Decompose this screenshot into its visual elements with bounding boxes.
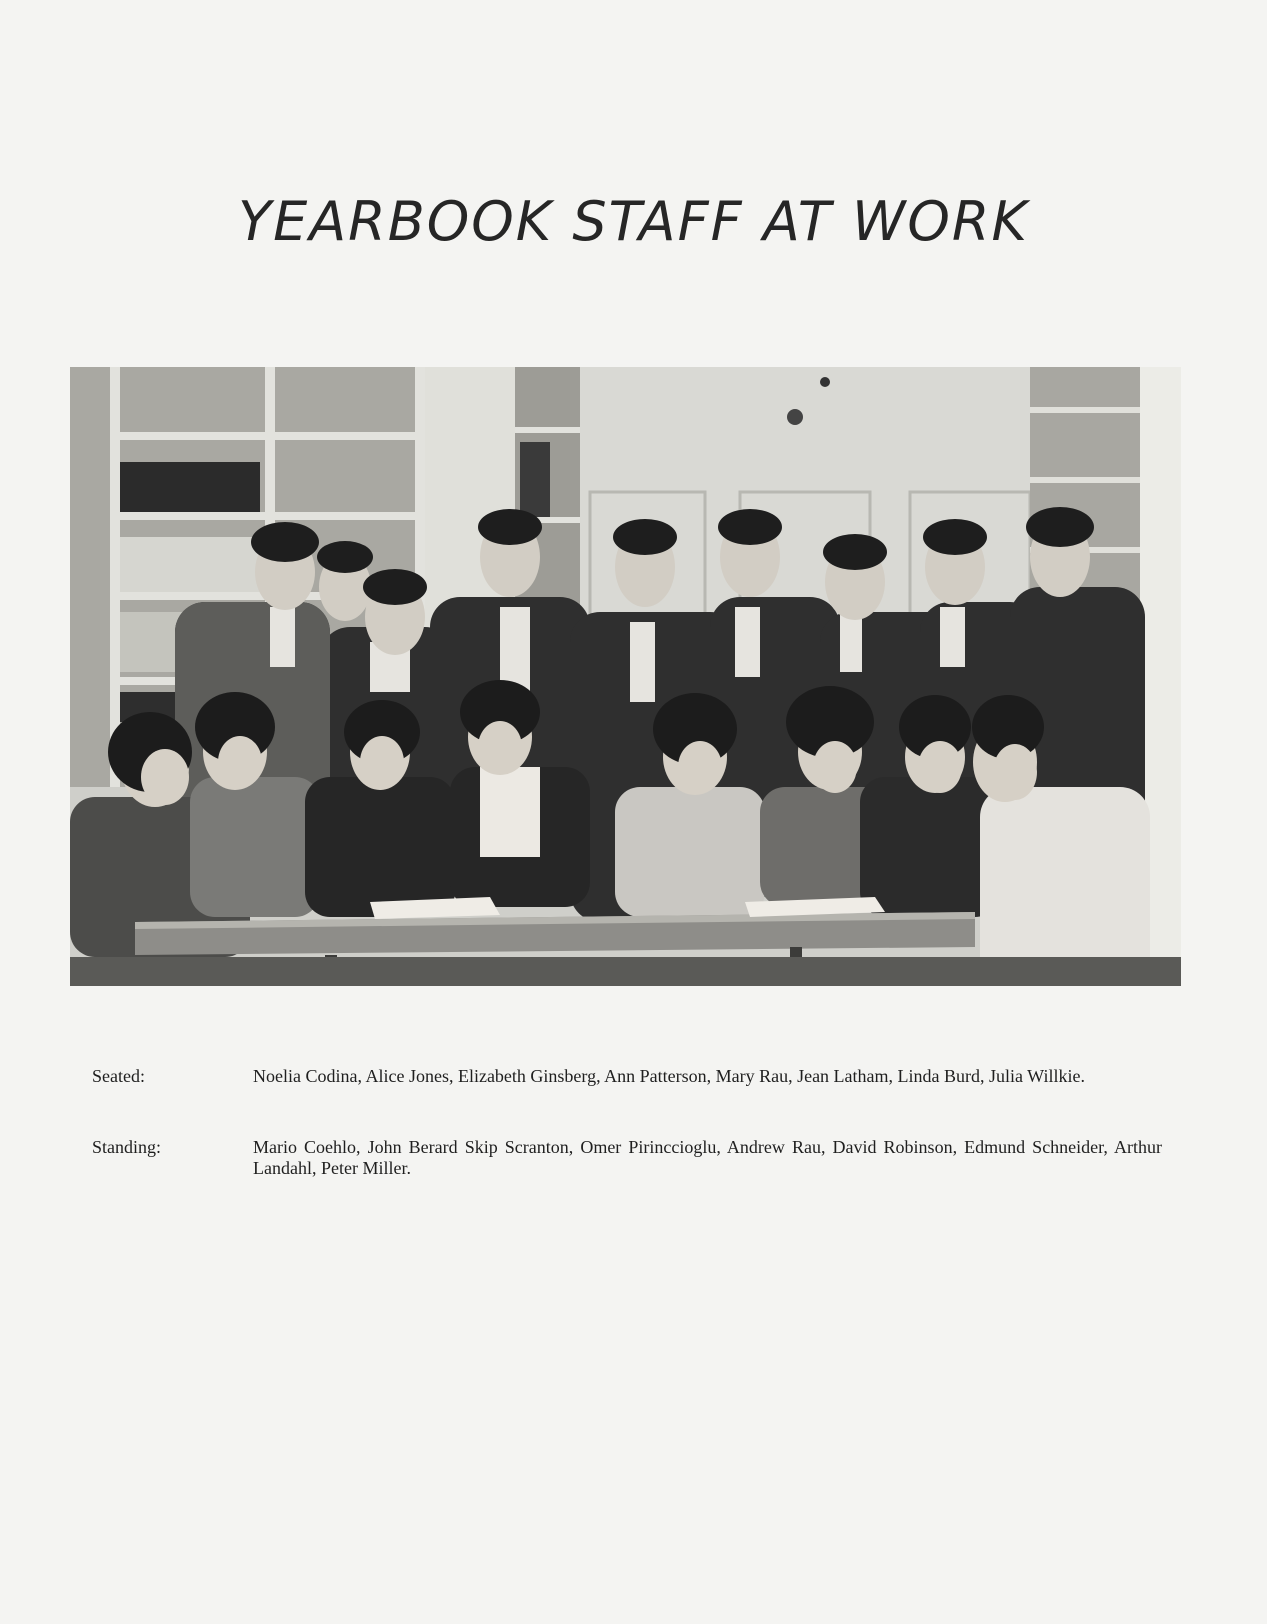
group-photo-illustration [70, 367, 1181, 986]
seated-label: Seated: [92, 1066, 145, 1086]
standing-names: Mario Coehlo, John Berard Skip Scranton, Omer Pirinccioglu, Andrew Rau, David Robinson, Edmund Schneider, Arthur Landahl, Peter Miller. [253, 1137, 1162, 1178]
page-title: YEARBOOK STAFF AT WORK [238, 190, 1029, 253]
seated-names: Noelia Codina, Alice Jones, Elizabeth Ginsberg, Ann Patterson, Mary Rau, Jean Latham, Linda Burd, Julia Willkie. [253, 1066, 1085, 1086]
group-photo [70, 367, 1181, 986]
standing-label: Standing: [92, 1137, 162, 1157]
